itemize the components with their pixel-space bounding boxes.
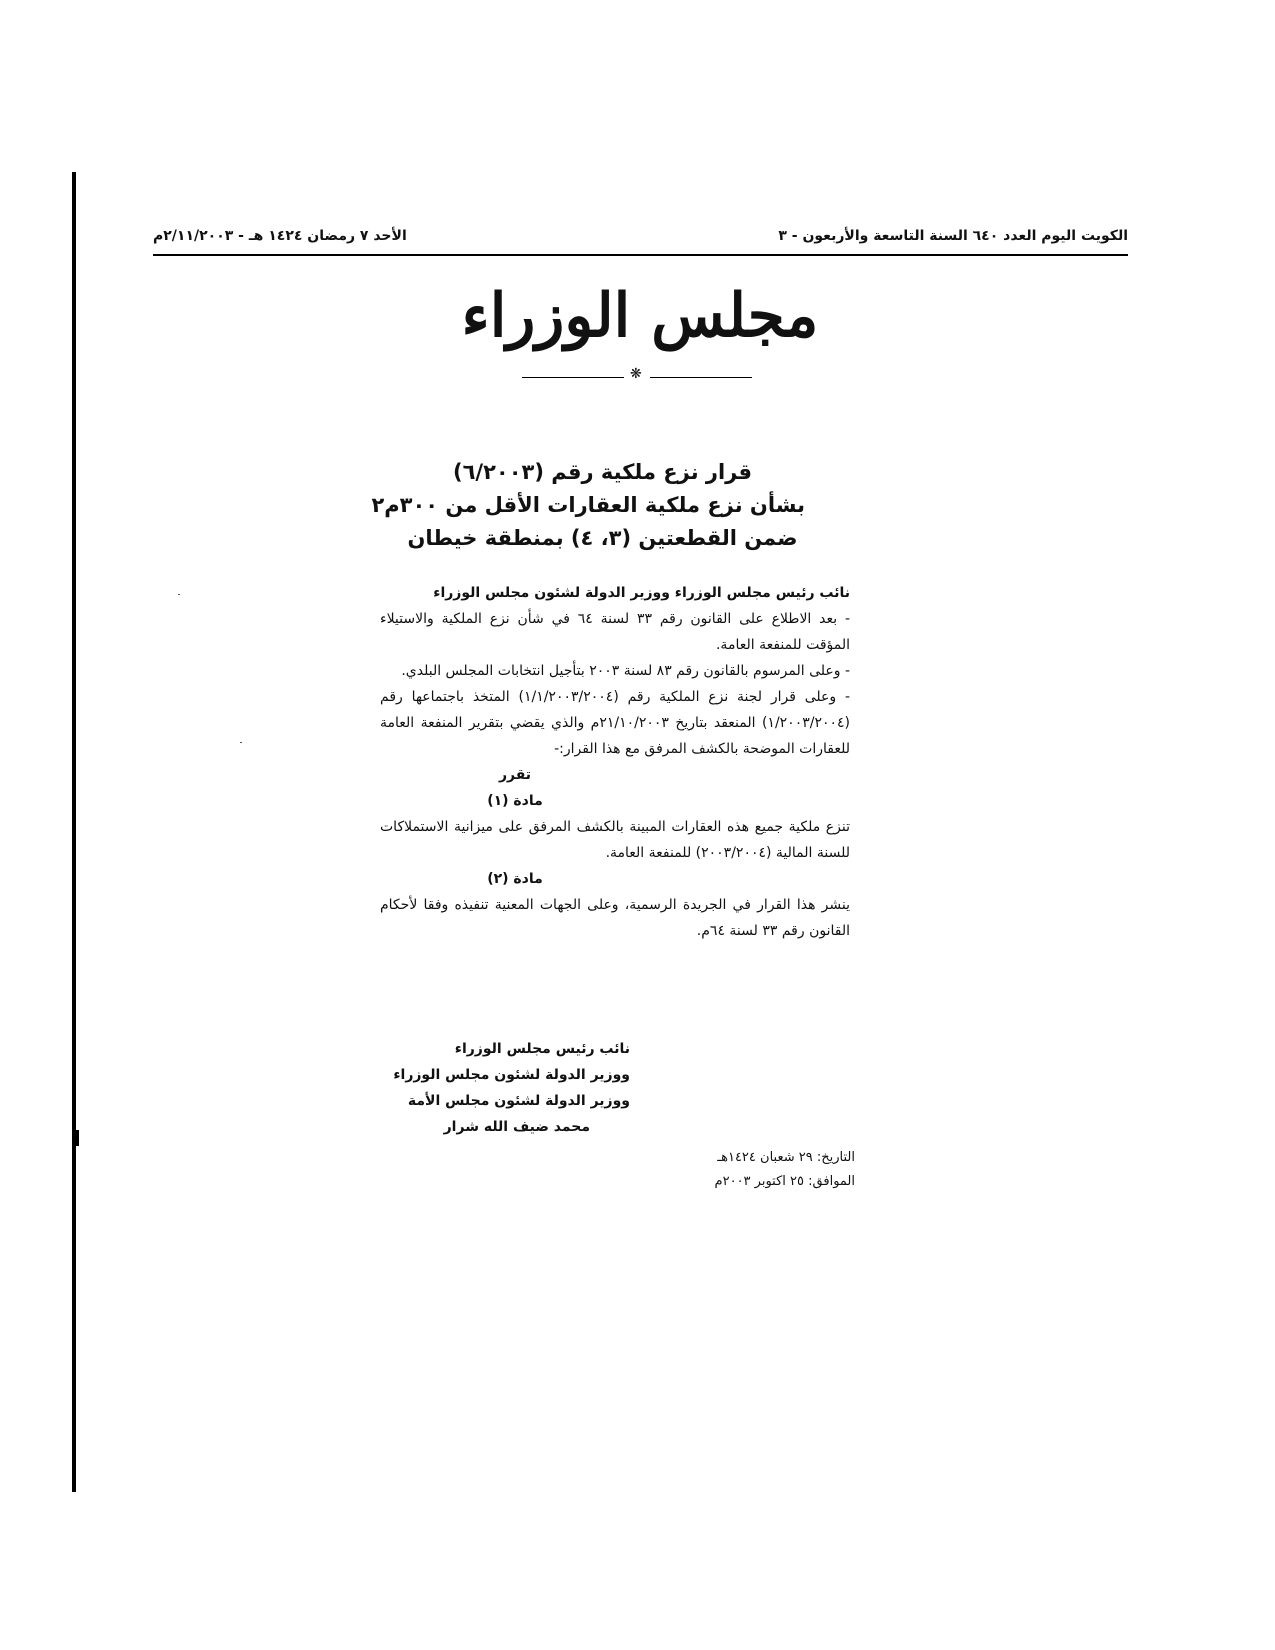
article-2-text: ينشر هذا القرار في الجريدة الرسمية، وعلى الجهات المعنية تنفيذه وفقا لأحكام القانون رقم ٣٣ لسنة ٦٤م. <box>380 897 850 939</box>
scan-speck <box>240 742 242 743</box>
signature-line-3: ووزير الدولة لشئون مجلس الأمة <box>407 1093 630 1109</box>
decision-dates <box>620 1146 855 1194</box>
article-1-title: مادة (١) <box>487 793 543 809</box>
signatory-name: محمد ضيف الله شرار <box>443 1119 590 1135</box>
title-line-3: ضمن القطعتين (٣، ٤) بمنطقة خيطان <box>407 526 798 550</box>
signature-block <box>380 1036 630 1140</box>
article-2-title: مادة (٢) <box>487 871 543 887</box>
title-line-2: بشأن نزع ملكية العقارات الأقل من ٣٠٠م٢ <box>371 493 805 517</box>
article-1-text: تنزع ملكية جميع هذه العقارات المبينة بالكشف المرفق على ميزانية الاستملاكات للسنة المالية (٢٠٠٣/٢٠٠٤) للمنفعة العامة. <box>380 819 850 861</box>
decides-heading: تقرر <box>498 767 532 783</box>
decision-body <box>380 580 850 944</box>
gregorian-date: الموافق: ٢٥ اكتوبر ٢٠٠٣م <box>714 1174 855 1189</box>
scan-margin-notch <box>76 1130 79 1146</box>
header-date: الأحد ٧ رمضان ١٤٢٤ هـ - ٢/١١/٢٠٠٣م <box>153 228 407 244</box>
preamble-3: - وعلى قرار لجنة نزع الملكية رقم (١/١/٢٠٠٣/٢٠٠٤) المتخذ باجتماعها رقم (١/٢٠٠٣/٢٠٠٤) المنعقد بتاريخ ٢١/١٠/٢٠٠٣م والذي يقضي بتقرير المنفعة العامة للعقارات الموضحة بالكشف المرفق مع هذا القرار:- <box>380 689 850 757</box>
masthead-title: مجلس الوزراء <box>461 281 819 351</box>
header-publication: الكويت اليوم العدد ٦٤٠ السنة التاسعة والأربعون - ٣ <box>778 228 1128 244</box>
page-header <box>153 228 1128 248</box>
header-rule <box>153 254 1128 256</box>
scan-speck <box>178 594 180 595</box>
issuer-line: نائب رئيس مجلس الوزراء ووزير الدولة لشئون مجلس الوزراء <box>433 585 850 601</box>
signature-line-2: ووزير الدولة لشئون مجلس الوزراء <box>393 1067 630 1083</box>
ornament-line-left <box>522 377 624 378</box>
preamble-2: - وعلى المرسوم بالقانون رقم ٨٣ لسنة ٢٠٠٣ بتأجيل انتخابات المجلس البلدي. <box>401 663 850 679</box>
title-line-1: قرار نزع ملكية رقم (٦/٢٠٠٣) <box>452 460 752 484</box>
hijri-date: التاريخ: ٢٩ شعبان ١٤٢٤هـ <box>717 1150 855 1165</box>
preamble-1: - بعد الاطلاع على القانون رقم ٣٣ لسنة ٦٤ في شأن نزع الملكية والاستيلاء المؤقت للمنفعة العامة. <box>380 611 850 653</box>
ornament-star-icon: ❋ <box>630 366 642 382</box>
signature-line-1: نائب رئيس مجلس الوزراء <box>454 1041 630 1057</box>
decision-title <box>371 456 805 555</box>
ornament-line-right <box>650 377 752 378</box>
scan-margin-bar <box>72 172 76 1492</box>
masthead-ornament <box>522 366 752 384</box>
